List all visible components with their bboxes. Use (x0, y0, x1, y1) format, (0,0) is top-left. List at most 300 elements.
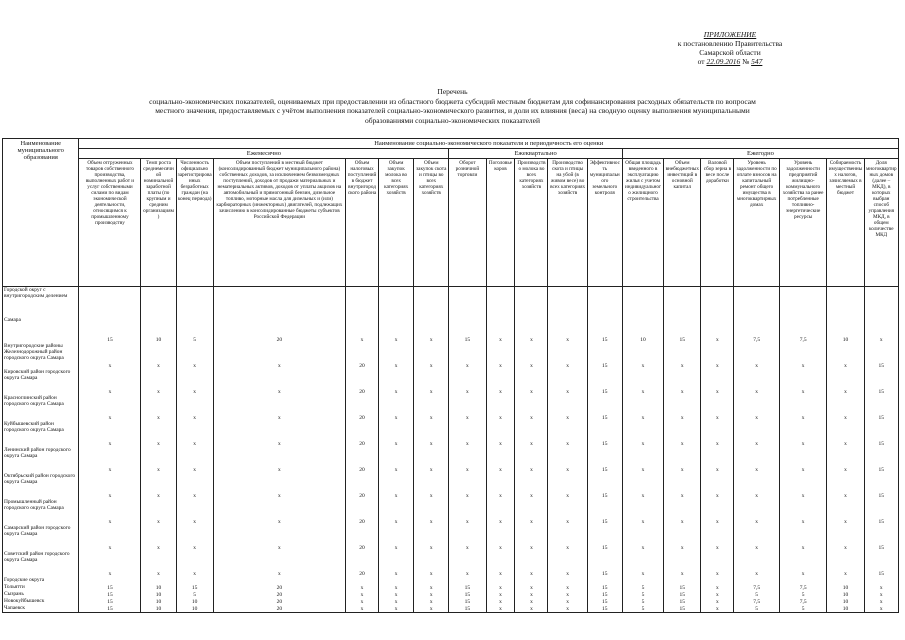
weight-cell: х (734, 447, 779, 473)
weight-cell: х (379, 499, 414, 525)
appendix-label: ПРИЛОЖЕНИЕ (703, 30, 757, 39)
group-label: Городские округа (3, 577, 79, 584)
weight-cell: х (213, 343, 345, 369)
weight-cell: 15 (664, 605, 701, 613)
weight-cell: х (141, 499, 176, 525)
weight-cell: х (486, 317, 515, 343)
weight-cell: х (79, 525, 141, 551)
column-header: Эффективность муниципального земельного контроля (587, 159, 622, 287)
weight-cell: 15 (864, 343, 898, 369)
table-row (3, 584, 899, 591)
municipality-name: Красноглинский район городского округа Самара (3, 395, 79, 421)
weight-cell: х (515, 343, 548, 369)
weight-cell: х (486, 369, 515, 395)
weight-cell: х (664, 525, 701, 551)
weight-cell: х (379, 473, 414, 499)
weight-cell: 20 (346, 499, 379, 525)
weight-cell: 15 (587, 343, 622, 369)
weight-cell: х (827, 421, 864, 447)
weight-cell: 15 (587, 499, 622, 525)
weight-cell: х (779, 499, 827, 525)
table-row (3, 525, 899, 551)
column-header: Собираемость имущественных налогов, зачисляемых в местный бюджет (827, 159, 864, 287)
weight-cell: х (515, 395, 548, 421)
weight-cell: х (548, 343, 587, 369)
weight-cell: 10 (827, 605, 864, 613)
weight-cell: х (346, 584, 379, 591)
weight-cell: х (864, 605, 898, 613)
weight-cell: х (548, 473, 587, 499)
weight-cell: х (141, 447, 176, 473)
weight-cell: х (548, 525, 587, 551)
weight-cell: 15 (864, 369, 898, 395)
weight-cell: 15 (864, 473, 898, 499)
weight-cell: х (701, 598, 734, 605)
weight-cell: х (176, 447, 213, 473)
header-line-2: Самарской области (699, 48, 761, 57)
weight-cell: х (515, 317, 548, 343)
weight-cell: х (176, 499, 213, 525)
municipality-name: Тольятти (3, 584, 79, 591)
weight-cell: х (486, 605, 515, 613)
weight-cell: х (176, 421, 213, 447)
empty-cell (176, 287, 213, 318)
weight-cell: х (622, 473, 663, 499)
weight-cell: х (79, 395, 141, 421)
column-header: Производство молока во всех категориях хозяйств (515, 159, 548, 287)
weight-cell: х (213, 395, 345, 421)
weight-cell: х (779, 473, 827, 499)
title-line-3: местного значения, предоставляемых с учётом выполнения показателей социально-экономического развития, и доли их влияния (веса) на сводную оценку выполнения муниципальными (155, 106, 750, 115)
empty-cell (414, 577, 449, 584)
weight-cell: 15 (79, 317, 141, 343)
weight-cell: х (734, 473, 779, 499)
weight-cell: 10 (141, 605, 176, 613)
table-row (3, 421, 899, 447)
weight-cell: х (176, 551, 213, 577)
weight-cell: 15 (864, 421, 898, 447)
weight-cell: х (213, 473, 345, 499)
group-row (3, 287, 899, 318)
weight-cell: х (176, 369, 213, 395)
period-annual: Ежегодно (622, 149, 898, 159)
weight-cell: х (701, 605, 734, 613)
weight-cell: х (548, 421, 587, 447)
column-header: Численность официально зарегистрированных безработных граждан (на конец периода) (176, 159, 213, 287)
title-line-1: Перечень (437, 87, 468, 96)
indicators-header: Наименование социально-экономического показателя и периодичность его оценки (79, 139, 899, 149)
weight-cell: х (79, 447, 141, 473)
empty-cell (141, 287, 176, 318)
weight-cell: х (449, 525, 486, 551)
weight-cell: 5 (622, 591, 663, 598)
weight-cell: 20 (346, 551, 379, 577)
weight-cell: х (701, 343, 734, 369)
weight-cell: х (414, 591, 449, 598)
municipality-name: Промышленный район городского округа Самара (3, 499, 79, 525)
empty-cell (213, 287, 345, 318)
weight-cell: 15 (79, 591, 141, 598)
weight-cell: 15 (587, 605, 622, 613)
weight-cell: 10 (622, 317, 663, 343)
weight-cell: 15 (79, 605, 141, 613)
weight-cell: 20 (346, 473, 379, 499)
weight-cell: 15 (664, 598, 701, 605)
empty-cell (79, 577, 141, 584)
empty-cell (827, 577, 864, 584)
weight-cell: х (414, 395, 449, 421)
column-header: Объем налоговых поступлений в бюджет внутригородского района (346, 159, 379, 287)
weight-cell: х (664, 447, 701, 473)
weight-cell: х (827, 447, 864, 473)
empty-cell (548, 577, 587, 584)
empty-cell (141, 577, 176, 584)
weight-cell: х (449, 473, 486, 499)
weight-cell: х (827, 499, 864, 525)
weight-cell: х (622, 499, 663, 525)
document-header (650, 30, 810, 66)
empty-cell (734, 577, 779, 584)
weight-cell: х (141, 421, 176, 447)
weight-cell: х (734, 343, 779, 369)
weight-cell: х (827, 473, 864, 499)
weight-cell: 15 (587, 598, 622, 605)
weight-cell: х (486, 584, 515, 591)
weight-cell: х (734, 551, 779, 577)
weight-cell: х (864, 584, 898, 591)
column-header: Уровень задолженности предприятий жилищно-коммунального хозяйства за ранее потребленные топливно-энергетические ресурсы (779, 159, 827, 287)
weight-cell: х (414, 499, 449, 525)
weight-cell: 20 (213, 598, 345, 605)
weight-cell: х (79, 551, 141, 577)
weight-cell: х (622, 551, 663, 577)
title-line-2: социально-экономических показателей, оцениваемых при предоставлении из областного бюджета субсидий местным бюджетам для софинансирования расходных обязательств по вопросам (149, 96, 756, 106)
weight-cell: х (779, 369, 827, 395)
weight-cell: х (449, 551, 486, 577)
weight-cell: х (779, 447, 827, 473)
weight-cell: х (141, 473, 176, 499)
weight-cell: х (486, 591, 515, 598)
municipality-name: Самара (3, 317, 79, 343)
weight-cell: 20 (346, 421, 379, 447)
empty-cell (176, 577, 213, 584)
weight-cell: х (548, 598, 587, 605)
weight-cell: х (622, 343, 663, 369)
weight-cell: х (701, 317, 734, 343)
weight-cell: х (449, 499, 486, 525)
weight-cell: х (346, 591, 379, 598)
weight-cell: х (414, 317, 449, 343)
weight-cell: 15 (176, 584, 213, 591)
weight-cell: х (515, 447, 548, 473)
municipality-name: Самарский район городского округа Самара (3, 525, 79, 551)
weight-cell: х (779, 343, 827, 369)
weight-cell: х (515, 551, 548, 577)
weight-cell: 10 (176, 598, 213, 605)
column-header: Темп роста среднемесячной номинальной заработной платы (по крупным и средним организациям) (141, 159, 176, 287)
weight-cell: х (548, 447, 587, 473)
weight-cell: 7,5 (779, 584, 827, 591)
weight-cell: х (486, 525, 515, 551)
weight-cell: х (449, 447, 486, 473)
column-header: Объем отгруженных товаров собственного производства, выполненных работ и услуг собственными силами по видам экономической деятельности, относящимся к промышленному производству (79, 159, 141, 287)
weight-cell: х (515, 473, 548, 499)
weight-cell: х (622, 395, 663, 421)
column-header: Объем поступлений в местный бюджет (консолидированный бюджет муниципального района) собственных доходов, за исключением безвозмездных поступлений, доходов от продажи материальных и нематериальных активов, доходов от уплаты акцизов на автомобильный и прямогонный бензин, дизельное топливо, моторные масла для дизельных и (или) карбюраторных (инжекторных) двигателей, подлежащих зачислению в консолидированные бюджеты субъектов Российской Федерации (213, 159, 345, 287)
weight-cell: х (449, 369, 486, 395)
period-monthly: Ежемесячно (79, 149, 449, 159)
empty-cell (664, 577, 701, 584)
municipality-name: Октябрьский район городского округа Самара (3, 473, 79, 499)
weight-cell: 20 (213, 591, 345, 598)
table-row (3, 605, 899, 613)
weight-cell: х (414, 343, 449, 369)
weight-cell: х (379, 584, 414, 591)
weight-cell: х (701, 421, 734, 447)
municipality-name: Ленинский район городского округа Самара (3, 447, 79, 473)
document-date: 22.09.2016 (706, 57, 741, 66)
empty-cell (346, 577, 379, 584)
empty-cell (827, 287, 864, 318)
weight-cell: х (346, 598, 379, 605)
table-row (3, 551, 899, 577)
weight-cell: х (515, 598, 548, 605)
column-header: Объем закупок скота и птицы во всех категориях хозяйств (414, 159, 449, 287)
weight-cell: х (664, 343, 701, 369)
weight-cell: 15 (449, 605, 486, 613)
weight-cell: х (176, 343, 213, 369)
document-number: 547 (751, 57, 763, 66)
empty-cell (79, 287, 141, 318)
weight-cell: 15 (449, 317, 486, 343)
header-date-line (650, 57, 810, 66)
weight-cell: х (379, 525, 414, 551)
weight-cell: х (414, 605, 449, 613)
municipality-name: Советский район городского округа Самара (3, 551, 79, 577)
weight-cell: х (515, 499, 548, 525)
weight-cell: 15 (449, 591, 486, 598)
weight-cell: х (548, 499, 587, 525)
empty-cell (515, 287, 548, 318)
weight-cell: х (141, 369, 176, 395)
weight-cell: х (701, 369, 734, 395)
empty-cell (701, 577, 734, 584)
empty-cell (379, 287, 414, 318)
weight-cell: 15 (587, 525, 622, 551)
empty-cell (449, 577, 486, 584)
weight-cell: х (486, 473, 515, 499)
weight-cell: х (486, 598, 515, 605)
weight-cell: х (213, 369, 345, 395)
group-label: Городской округ с внутригородским делением (3, 287, 79, 318)
empty-cell (587, 287, 622, 318)
weight-cell: х (414, 551, 449, 577)
weight-cell: х (827, 395, 864, 421)
weight-cell: х (779, 525, 827, 551)
weight-cell: 7,5 (734, 598, 779, 605)
weight-cell: х (779, 395, 827, 421)
weight-cell: х (701, 395, 734, 421)
weight-cell: 10 (827, 317, 864, 343)
weight-cell: х (515, 421, 548, 447)
weight-cell: 5 (176, 317, 213, 343)
weight-cell: х (79, 473, 141, 499)
weight-cell: 7,5 (734, 317, 779, 343)
weight-cell: х (449, 421, 486, 447)
weight-cell: х (176, 525, 213, 551)
weight-cell: х (827, 525, 864, 551)
empty-cell (414, 287, 449, 318)
weight-cell: 5 (622, 605, 663, 613)
weight-cell: 20 (213, 605, 345, 613)
weight-cell: 5 (734, 591, 779, 598)
weight-cell: 15 (587, 551, 622, 577)
empty-cell (587, 577, 622, 584)
weight-cell: 10 (141, 317, 176, 343)
weight-cell: х (414, 584, 449, 591)
empty-cell (864, 287, 898, 318)
weight-cell: х (734, 421, 779, 447)
weight-cell: 15 (587, 421, 622, 447)
empty-cell (779, 577, 827, 584)
weight-cell: х (379, 317, 414, 343)
weight-cell: 5 (176, 591, 213, 598)
column-header: Доля многоквартирных домов (далее – МКД), в которых выбран способ управления МКД, в общем количестве МКД (864, 159, 898, 287)
document-title (10, 87, 895, 125)
weight-cell: х (379, 421, 414, 447)
weight-cell: х (141, 551, 176, 577)
weight-cell: х (176, 473, 213, 499)
table-row (3, 499, 899, 525)
weight-cell: х (486, 395, 515, 421)
indicators-table (2, 138, 899, 613)
weight-cell: 15 (864, 395, 898, 421)
empty-cell (346, 287, 379, 318)
weight-cell: х (379, 605, 414, 613)
weight-cell: х (827, 343, 864, 369)
weight-cell: 15 (79, 598, 141, 605)
weight-cell: х (515, 584, 548, 591)
weight-cell: х (734, 395, 779, 421)
weight-cell: х (515, 525, 548, 551)
weight-cell: х (213, 499, 345, 525)
weight-cell: х (414, 369, 449, 395)
weight-cell: х (548, 551, 587, 577)
municipality-name: Чапаевск (3, 605, 79, 613)
table-row (3, 343, 899, 369)
weight-cell: х (213, 421, 345, 447)
empty-cell (486, 577, 515, 584)
municipality-name: Внутригородские районы Железнодорожный район городского округа Самара (3, 343, 79, 369)
weight-cell: 15 (864, 551, 898, 577)
weight-cell: 15 (664, 317, 701, 343)
weight-cell: х (379, 395, 414, 421)
weight-cell: 7,5 (734, 584, 779, 591)
column-header: Оборот розничной торговли (449, 159, 486, 287)
column-header: Производство скота и птицы на убой (в живом весе) во всех категориях хозяйств (548, 159, 587, 287)
weight-cell: 5 (779, 605, 827, 613)
weight-cell: х (79, 499, 141, 525)
column-header: Уровень задолженности по оплате взносов на капитальный ремонт общего имущества в многоквартирных домах (734, 159, 779, 287)
weight-cell: 15 (449, 584, 486, 591)
empty-cell (515, 577, 548, 584)
municipality-header: Наименование муниципального образования (3, 139, 79, 287)
weight-cell: х (701, 584, 734, 591)
table-row (3, 598, 899, 605)
weight-cell: х (414, 447, 449, 473)
weight-cell: х (864, 598, 898, 605)
weight-cell: 5 (622, 584, 663, 591)
weight-cell: 15 (587, 591, 622, 598)
date-prefix: от (697, 57, 705, 66)
weight-cell: х (548, 591, 587, 598)
municipality-name: Кировский район городского округа Самара (3, 369, 79, 395)
weight-cell: 7,5 (779, 598, 827, 605)
weight-cell: х (701, 591, 734, 598)
empty-cell (213, 577, 345, 584)
weight-cell: 10 (141, 584, 176, 591)
weight-cell: х (141, 343, 176, 369)
municipality-name: Куйбышевский район городского округа Самара (3, 421, 79, 447)
table-row (3, 447, 899, 473)
weight-cell: х (548, 395, 587, 421)
weight-cell: х (414, 473, 449, 499)
weight-cell: х (486, 499, 515, 525)
table-row (3, 395, 899, 421)
weight-cell: х (379, 447, 414, 473)
weight-cell: х (515, 605, 548, 613)
weight-cell: х (414, 598, 449, 605)
weight-cell: х (827, 369, 864, 395)
weight-cell: х (779, 421, 827, 447)
weight-cell: х (734, 499, 779, 525)
weight-cell: х (548, 605, 587, 613)
weight-cell: 7,5 (779, 317, 827, 343)
empty-cell (449, 287, 486, 318)
weight-cell: 20 (346, 343, 379, 369)
weight-cell: х (346, 605, 379, 613)
table-row (3, 473, 899, 499)
weight-cell: х (701, 447, 734, 473)
weight-cell: х (701, 551, 734, 577)
title-line-4: образованиями социально-экономических показателей (364, 115, 541, 125)
empty-cell (864, 577, 898, 584)
weight-cell: 15 (864, 499, 898, 525)
weight-cell: 20 (346, 525, 379, 551)
weight-cell: 20 (346, 369, 379, 395)
empty-cell (779, 287, 827, 318)
weight-cell: х (827, 551, 864, 577)
weight-cell: х (414, 421, 449, 447)
weight-cell: 15 (664, 591, 701, 598)
weight-cell: 15 (587, 447, 622, 473)
weight-cell: 20 (213, 584, 345, 591)
weight-cell: х (213, 447, 345, 473)
weight-cell: х (664, 421, 701, 447)
weight-cell: х (379, 598, 414, 605)
weight-cell: х (515, 369, 548, 395)
weight-cell: 10 (827, 591, 864, 598)
weight-cell: х (622, 369, 663, 395)
weight-cell: 10 (827, 584, 864, 591)
column-header: Общая площадь введенного в эксплуатацию жилья с учетом индивидуального жилищного строительства (622, 159, 663, 287)
weight-cell: х (213, 525, 345, 551)
weight-cell: 15 (587, 369, 622, 395)
weight-cell: 15 (587, 317, 622, 343)
weight-cell: х (379, 551, 414, 577)
weight-cell: 20 (346, 447, 379, 473)
empty-cell (379, 577, 414, 584)
